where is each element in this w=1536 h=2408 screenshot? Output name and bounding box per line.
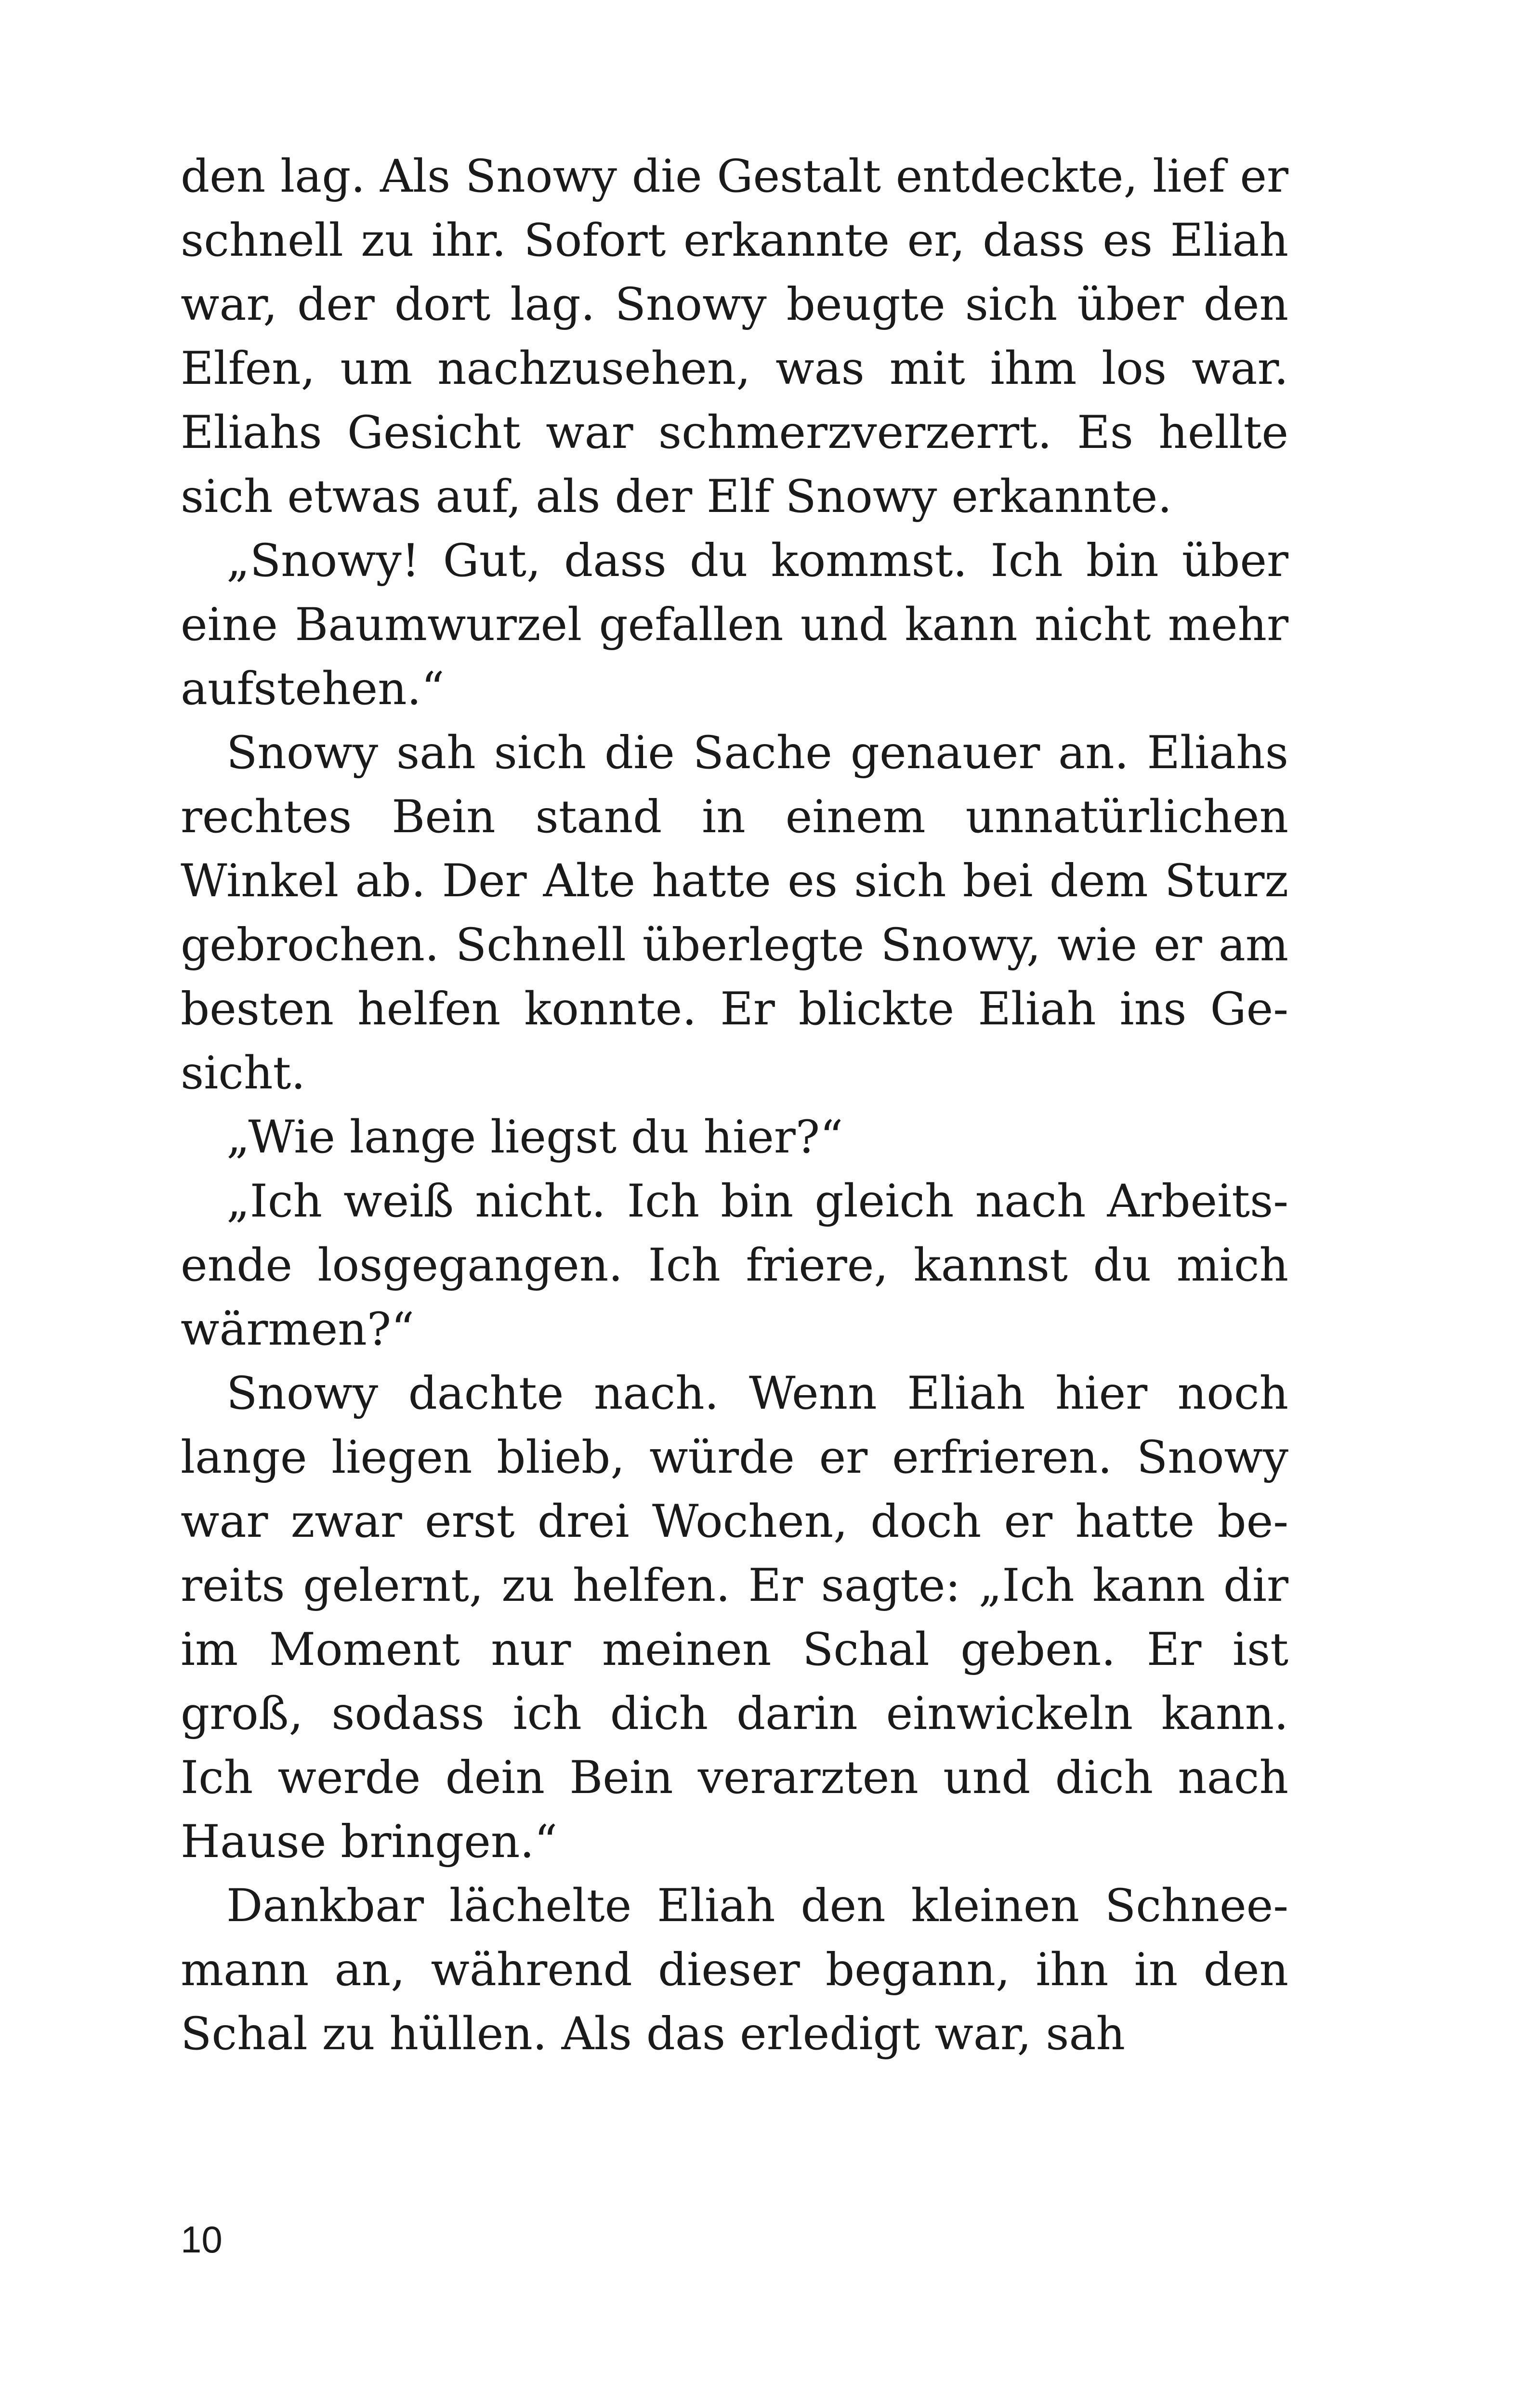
page-number: 10 — [181, 2218, 223, 2261]
paragraph-6: Snowy dachte nach. Wenn Eliah hier noch lange liegen blieb, würde er erfrieren. Snowy war zwar erst drei Wochen, doch er hatte bereits gelernt, zu helfen. Er sagte: „Ich kann dir im Moment nur meinen Schal geben. Er ist groß, sodass ich dich darin einwickeln kann. Ich werde dein Bein verarzten und dich nach Hause bringen.“ — [181, 1367, 1288, 1868]
body-text — [181, 144, 1288, 2066]
paragraph-4: „Wie lange liegst du hier?“ — [226, 1111, 843, 1164]
paragraph-5: „Ich weiß nicht. Ich bin gleich nach Arbeitsende losgegangen. Ich friere, kannst du mich wärmen?“ — [181, 1175, 1288, 1356]
paragraph-1: den lag. Als Snowy die Gestalt entdeckte, lief er schnell zu ihr. Sofort erkannte er, dass es Eliah war, der dort lag. Snowy beugte sich über den Elfen, um nachzusehen, was mit ihm los war. Eliahs Gesicht war schmerzverzerrt. Es hellte sich etwas auf, als der Elf Snowy erkannte. — [181, 150, 1288, 523]
paragraph-3: Snowy sah sich die Sache genauer an. Eliahs rechtes Bein stand in einem unnatürlichen Winkel ab. Der Alte hatte es sich bei dem Sturz gebrochen. Schnell überlegte Snowy, wie er am besten helfen konnte. Er blickte Eliah ins Gesicht. — [181, 727, 1288, 1099]
paragraph-2: „Snowy! Gut, dass du kommst. Ich bin über eine Baumwurzel gefallen und kann nicht mehr aufstehen.“ — [181, 535, 1288, 715]
paragraph-7: Dankbar lächelte Eliah den kleinen Schneemann an, während dieser begann, ihn in den Schal zu hüllen. Als das erledigt war, sah — [181, 1880, 1288, 2060]
